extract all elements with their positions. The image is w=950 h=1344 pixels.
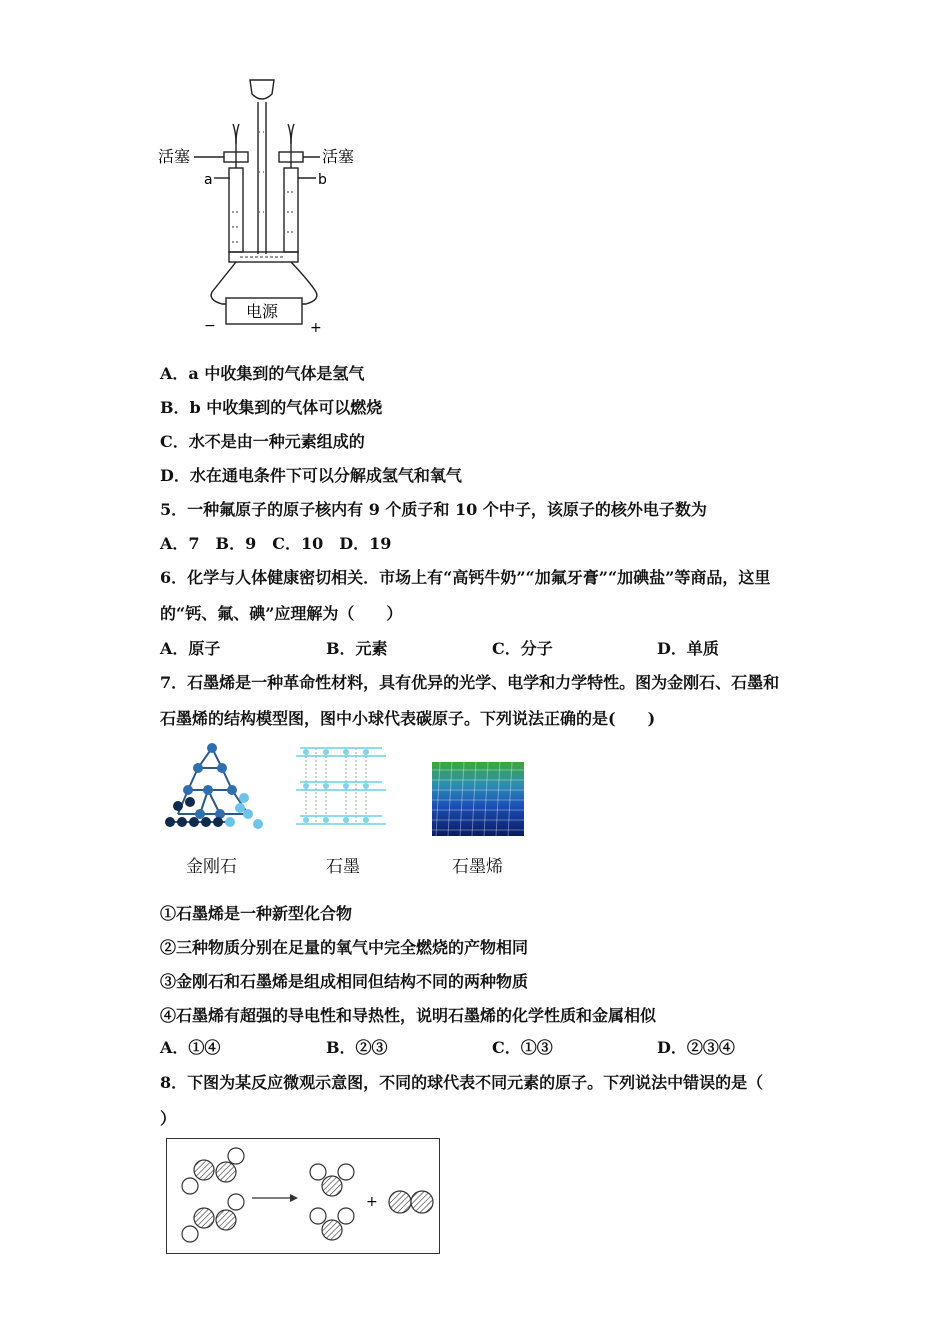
reaction-micro-diagram	[166, 1138, 440, 1254]
tube-a-label: a	[204, 172, 213, 188]
q7-statement-3: ③金刚石和石墨烯是组成相同但结构不同的两种物质	[160, 972, 529, 991]
q8-stem-line2: ）	[160, 1109, 177, 1128]
q7-statement-2: ②三种物质分别在足量的氧气中完全燃烧的产物相同	[160, 938, 529, 957]
q6-option-d: D．单质	[657, 639, 719, 658]
q5-options: A．7 B．9 C．10 D．19	[160, 534, 392, 553]
q4-option-c: C．水不是由一种元素组成的	[160, 432, 365, 451]
electrolysis-apparatus-figure	[150, 72, 370, 342]
q4-option-b: B．b 中收集到的气体可以燃烧	[160, 398, 383, 417]
q6-stem-line1: 6．化学与人体健康密切相关．市场上有“高钙牛奶”“加氟牙膏”“加碘盐”等商品，这里	[160, 568, 771, 587]
q7-option-c: C．①③	[492, 1038, 553, 1057]
graphite-structure-image	[292, 742, 390, 834]
negative-terminal-label: −	[204, 318, 216, 334]
q7-stem-line1: 7．石墨烯是一种革命性材料，具有优异的光学、电学和力学特性。图为金刚石、石墨和	[160, 673, 780, 692]
tube-b-label: b	[318, 172, 327, 188]
q7-option-b: B．②③	[326, 1038, 388, 1057]
diamond-structure-image	[160, 742, 264, 834]
power-source-label: 电源	[246, 302, 279, 321]
q5-stem: 5．一种氟原子的原子核内有 9 个质子和 10 个中子，该原子的核外电子数为	[160, 500, 707, 519]
caption-graphite: 石墨	[326, 857, 360, 877]
q7-statement-4: ④石墨烯有超强的导电性和导热性，说明石墨烯的化学性质和金属相似	[160, 1006, 657, 1025]
q7-option-d: D．②③④	[657, 1038, 735, 1057]
q4-option-a: A．a 中收集到的气体是氢气	[160, 364, 365, 383]
q6-option-a: A．原子	[160, 639, 221, 658]
graphene-structure-image	[432, 762, 524, 836]
q7-option-a: A．①④	[160, 1038, 221, 1057]
q7-statement-1: ①石墨烯是一种新型化合物	[160, 904, 353, 923]
positive-terminal-label: +	[310, 320, 322, 336]
q4-option-d: D．水在通电条件下可以分解成氢气和氧气	[160, 466, 462, 485]
q8-stem-line1: 8．下图为某反应微观示意图，不同的球代表不同元素的原子。下列说法中错误的是（	[160, 1073, 764, 1092]
stopcock-right-label: 活塞	[322, 147, 355, 166]
reaction-plus-sign: +	[366, 1194, 378, 1210]
stopcock-left-label: 活塞	[158, 147, 191, 166]
q6-stem-line2: 的“钙、氟、碘”应理解为（ ）	[160, 604, 403, 623]
q7-stem-line2: 石墨烯的结构模型图，图中小球代表碳原子。下列说法正确的是( )	[160, 709, 656, 728]
q6-option-b: B．元素	[326, 639, 388, 658]
q6-option-c: C．分子	[492, 639, 553, 658]
caption-graphene: 石墨烯	[452, 857, 503, 877]
caption-diamond: 金刚石	[186, 857, 237, 877]
